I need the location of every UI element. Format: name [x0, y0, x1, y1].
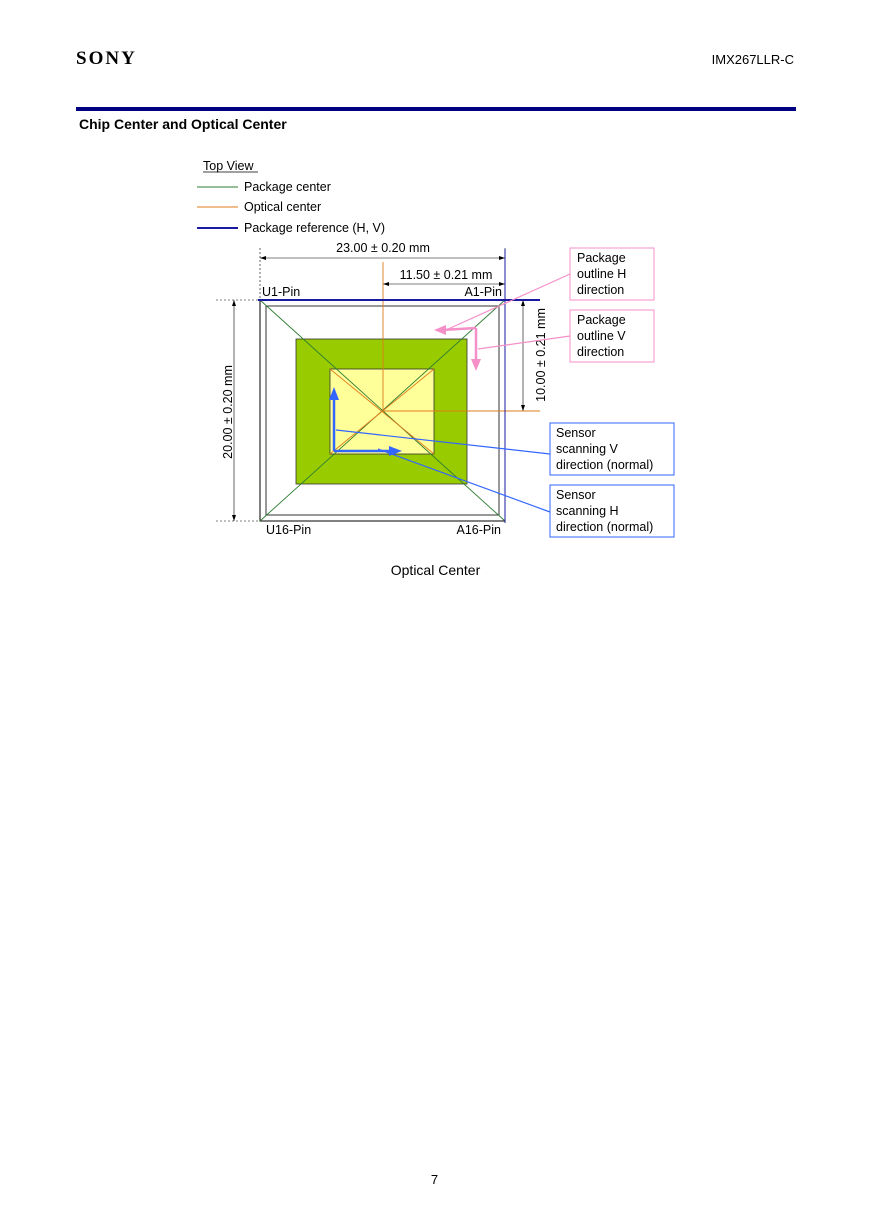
dimension-height [216, 300, 262, 521]
callout-sensor-h [550, 485, 674, 537]
pin-label-u16: U16-Pin [266, 523, 312, 537]
dimension-width-label: 23.00 ± 0.20 mm [336, 241, 430, 255]
pin-label-a16: A16-Pin [456, 523, 501, 537]
svg-text:direction (normal): direction (normal) [556, 458, 654, 472]
pin-label-a1: A1-Pin [464, 285, 502, 299]
callout-package-h [570, 248, 654, 300]
svg-text:direction: direction [577, 345, 625, 359]
figure-caption-text: Optical Center [390, 562, 481, 578]
callout-package-v [570, 310, 654, 362]
svg-text:direction: direction [577, 283, 625, 297]
svg-text:scanning V: scanning V [556, 442, 618, 456]
svg-text:outline H: outline H [577, 267, 627, 281]
legend-label-package-reference: Package reference (H, V) [244, 221, 386, 235]
sony-logo: SONY [76, 48, 137, 69]
figure-caption [0, 562, 869, 578]
svg-text:Sensor: Sensor [556, 488, 596, 502]
svg-text:Package: Package [577, 313, 626, 327]
legend-title: Top View [203, 159, 254, 173]
legend-label-package-center: Package center [244, 180, 331, 194]
dimension-half-width-label: 11.50 ± 0.21 mm [399, 268, 493, 282]
svg-text:Package: Package [577, 251, 626, 265]
svg-text:direction (normal): direction (normal) [556, 520, 654, 534]
svg-text:outline V: outline V [577, 329, 626, 343]
pin-label-u1: U1-Pin [262, 285, 301, 299]
dimension-half-width [383, 268, 505, 286]
dimension-half-height-label: 10.00 ± 0.21 mm [534, 308, 548, 402]
page-number: 7 [430, 1172, 439, 1187]
section-title: Chip Center and Optical Center [79, 116, 287, 132]
legend [197, 159, 385, 235]
document-id: IMX267LLR-C [711, 52, 794, 67]
dimension-height-label: 20.00 ± 0.20 mm [221, 365, 235, 459]
svg-text:scanning H: scanning H [556, 504, 619, 518]
callout-sensor-v [550, 423, 674, 475]
legend-label-optical-center: Optical center [244, 200, 322, 214]
svg-text:Sensor: Sensor [556, 426, 596, 440]
dimension-half-height [521, 300, 548, 411]
